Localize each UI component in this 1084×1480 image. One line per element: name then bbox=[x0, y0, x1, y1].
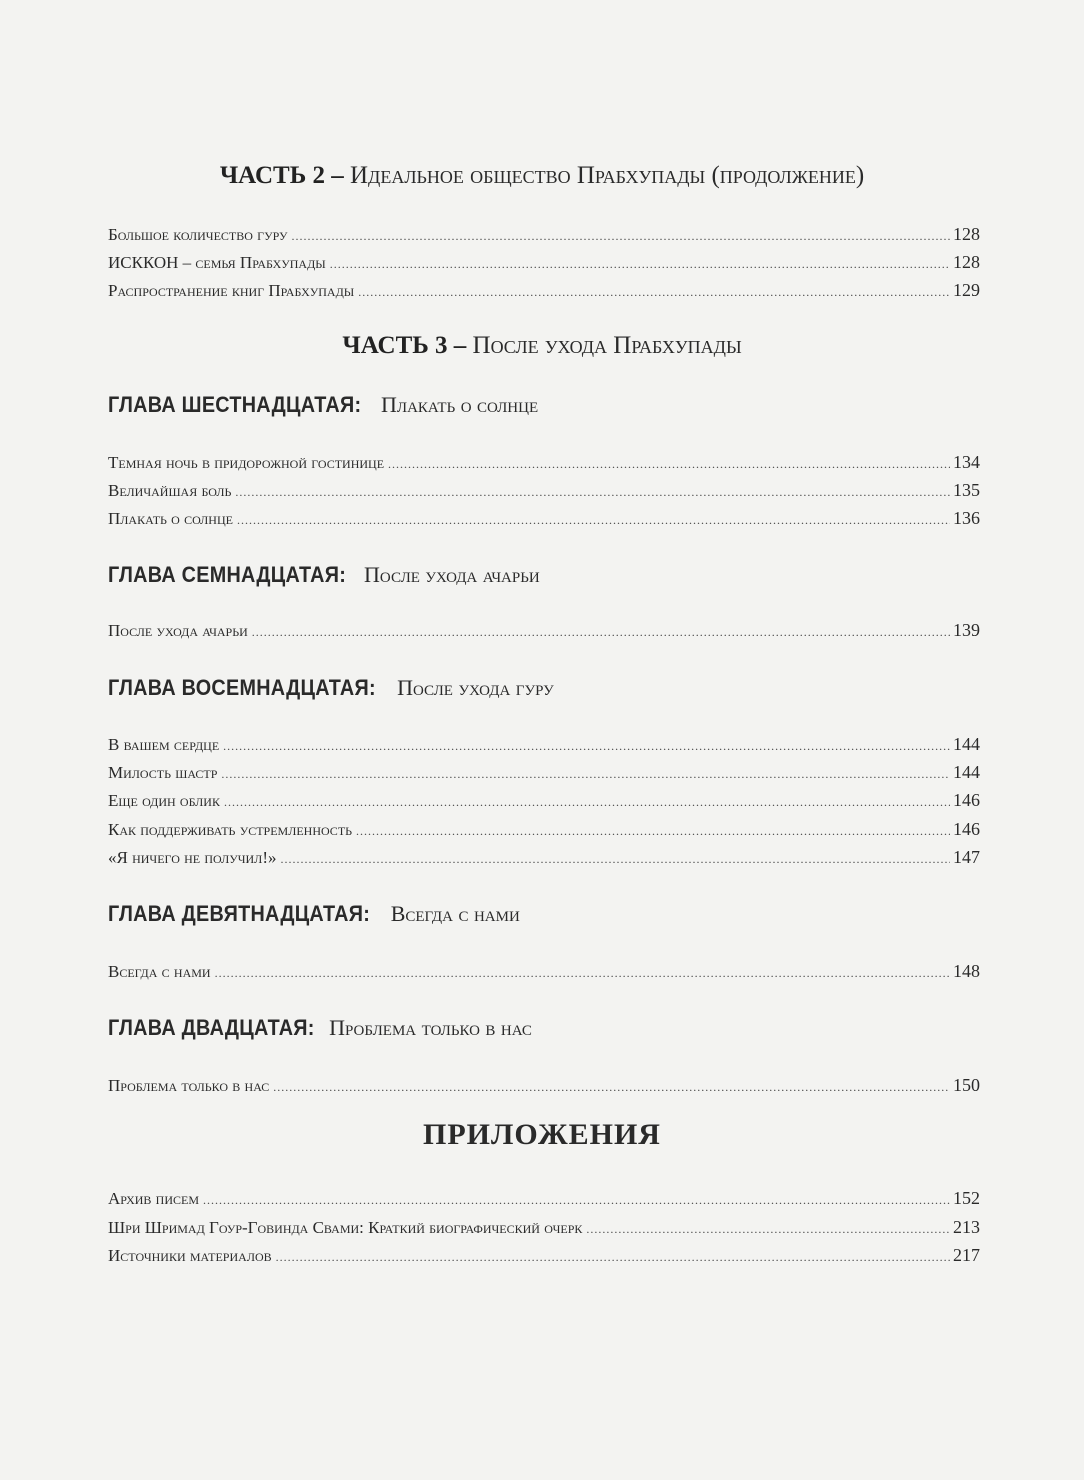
toc-entry[interactable] bbox=[108, 1075, 980, 1096]
entry-title: Распространение книг Прабхупады bbox=[108, 281, 355, 300]
toc-entry[interactable] bbox=[108, 252, 980, 273]
entry-title: ИСККОН – семья Прабхупады bbox=[108, 253, 326, 272]
part-title: Идеальное общество Прабхупады (продолжение) bbox=[350, 162, 865, 189]
entry-page: 128 bbox=[953, 224, 980, 244]
entry-title: «Я ничего не получил!» bbox=[108, 848, 277, 867]
dot-leader bbox=[221, 767, 950, 782]
entry-page: 136 bbox=[953, 508, 980, 528]
toc-entry[interactable] bbox=[108, 847, 980, 868]
entry-title: Как поддерживать устремленность bbox=[108, 820, 353, 839]
entry-title: Архив писем bbox=[108, 1189, 200, 1208]
chapter-title: Проблема только в нас bbox=[329, 1015, 532, 1040]
part-2-heading bbox=[0, 162, 1084, 190]
chapter-20-heading bbox=[108, 1015, 532, 1041]
entry-page: 128 bbox=[953, 252, 980, 272]
entry-title: Еще один облик bbox=[108, 791, 220, 810]
chapter-title: После ухода ачарьи bbox=[364, 562, 540, 587]
entry-page: 134 bbox=[953, 452, 980, 472]
entry-title: Милость шастр bbox=[108, 763, 218, 782]
toc-entry[interactable] bbox=[108, 1188, 980, 1209]
dot-leader bbox=[215, 966, 950, 981]
toc-entry[interactable] bbox=[108, 452, 980, 473]
entry-page: 144 bbox=[953, 762, 980, 782]
entry-page: 135 bbox=[953, 480, 980, 500]
entry-title: Шри Шримад Гоур-Говинда Свами: Краткий биографический очерк bbox=[108, 1218, 583, 1237]
chapter-18-heading bbox=[108, 675, 554, 701]
appendices-heading: ПРИЛОЖЕНИЯ bbox=[423, 1118, 661, 1151]
chapter-title: Всегда с нами bbox=[390, 901, 520, 926]
entry-title: Большое количество гуру bbox=[108, 225, 288, 244]
chapter-label: ГЛАВА ДЕВЯТНАДЦАТАЯ: bbox=[108, 901, 371, 926]
dot-leader bbox=[388, 457, 950, 472]
entry-page: 139 bbox=[953, 620, 980, 640]
dot-leader bbox=[280, 852, 950, 867]
entry-page: 213 bbox=[953, 1217, 980, 1237]
entry-title: Всегда с нами bbox=[108, 962, 211, 981]
entry-page: 148 bbox=[953, 961, 980, 981]
toc-entry[interactable] bbox=[108, 1217, 980, 1238]
part-label: ЧАСТЬ 3 – bbox=[342, 332, 467, 359]
entry-page: 152 bbox=[953, 1188, 980, 1208]
dot-leader bbox=[358, 285, 950, 300]
dot-leader bbox=[330, 257, 950, 272]
entry-title: Темная ночь в придорожной гостинице bbox=[108, 453, 385, 472]
dot-leader bbox=[224, 795, 950, 810]
entry-page: 129 bbox=[953, 280, 980, 300]
toc-entry[interactable] bbox=[108, 762, 980, 783]
toc-entry[interactable] bbox=[108, 280, 980, 301]
entry-title: Плакать о солнце bbox=[108, 509, 233, 528]
entry-title: Источники материалов bbox=[108, 1246, 272, 1265]
dot-leader bbox=[223, 739, 950, 754]
toc-entry[interactable] bbox=[108, 480, 980, 501]
part-label: ЧАСТЬ 2 – bbox=[219, 162, 344, 189]
dot-leader bbox=[356, 824, 950, 839]
entry-page: 144 bbox=[953, 734, 980, 754]
dot-leader bbox=[291, 229, 950, 244]
entry-title: Проблема только в нас bbox=[108, 1076, 270, 1095]
chapter-17-heading bbox=[108, 562, 540, 588]
entry-page: 146 bbox=[953, 819, 980, 839]
toc-entry[interactable] bbox=[108, 1245, 980, 1266]
entry-title: Величайшая боль bbox=[108, 481, 232, 500]
toc-entry[interactable] bbox=[108, 224, 980, 245]
toc-entry[interactable] bbox=[108, 790, 980, 811]
toc-entry[interactable] bbox=[108, 620, 980, 641]
dot-leader bbox=[252, 625, 950, 640]
part-3-heading bbox=[0, 332, 1084, 360]
entry-page: 217 bbox=[953, 1245, 980, 1265]
part-title: После ухода Прабхупады bbox=[472, 332, 742, 359]
entry-page: 146 bbox=[953, 790, 980, 810]
chapter-title: После ухода гуру bbox=[397, 675, 554, 700]
dot-leader bbox=[203, 1193, 950, 1208]
chapter-title: Плакать о солнце bbox=[381, 392, 539, 417]
toc-entry[interactable] bbox=[108, 961, 980, 982]
chapter-label: ГЛАВА ВОСЕМНАДЦАТАЯ: bbox=[108, 675, 376, 700]
chapter-16-heading bbox=[108, 392, 538, 418]
dot-leader bbox=[276, 1250, 950, 1265]
dot-leader bbox=[235, 485, 950, 500]
dot-leader bbox=[273, 1080, 950, 1095]
toc-entry[interactable] bbox=[108, 508, 980, 529]
dot-leader bbox=[586, 1222, 950, 1237]
toc-entry[interactable] bbox=[108, 734, 980, 755]
toc-entry[interactable] bbox=[108, 819, 980, 840]
entry-page: 150 bbox=[953, 1075, 980, 1095]
chapter-label: ГЛАВА СЕМНАДЦАТАЯ: bbox=[108, 562, 347, 587]
entry-title: После ухода ачарьи bbox=[108, 621, 248, 640]
entry-page: 147 bbox=[953, 847, 980, 867]
dot-leader bbox=[237, 513, 950, 528]
chapter-label: ГЛАВА ДВАДЦАТАЯ: bbox=[108, 1015, 315, 1040]
chapter-label: ГЛАВА ШЕСТНАДЦАТАЯ: bbox=[108, 392, 362, 417]
entry-title: В вашем сердце bbox=[108, 735, 220, 754]
chapter-19-heading bbox=[108, 901, 520, 927]
